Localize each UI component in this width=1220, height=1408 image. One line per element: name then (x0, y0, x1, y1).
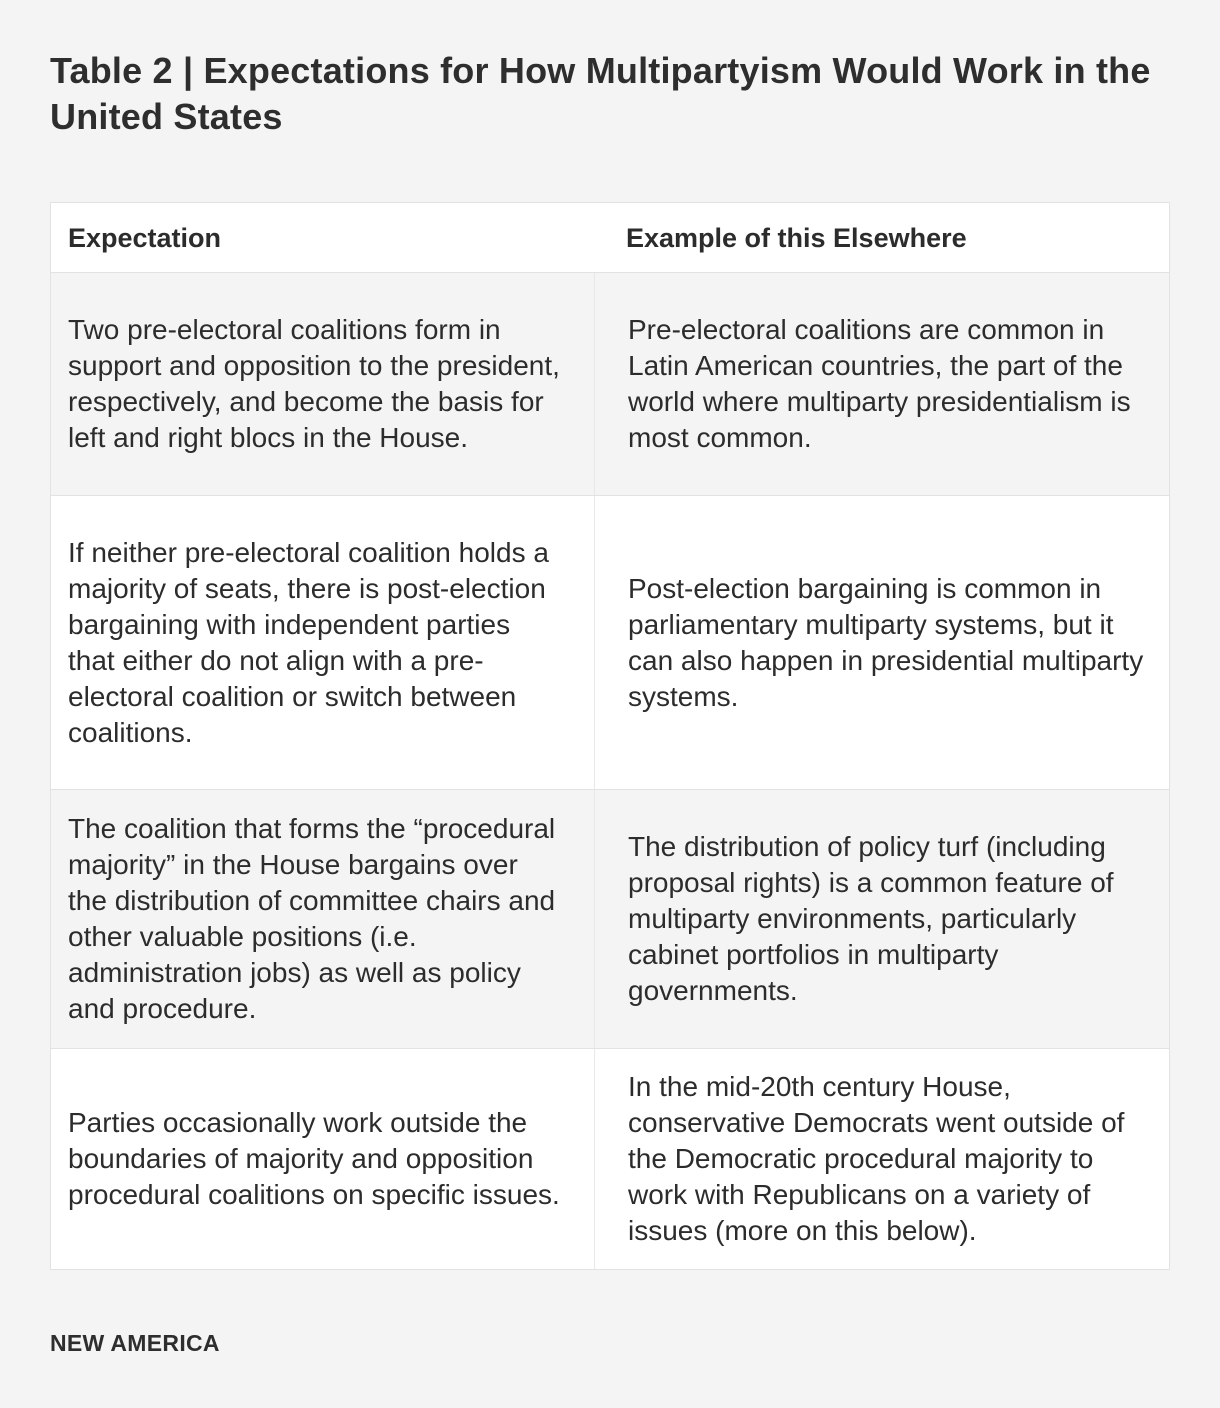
example-cell: The distribution of policy turf (including proposal rights) is a common feature of multiparty environments, particularly cabinet portfolios in multiparty governments. (628, 831, 1114, 1006)
table-row (51, 789, 1169, 1048)
example-cell: Post-election bargaining is common in parliamentary multiparty systems, but it can also happen in presidential multiparty systems. (628, 572, 1144, 712)
example-cell: In the mid-20th century House, conservative Democrats went outside of the Democratic procedural majority to work with Republicans on a variety of issues (more on this below). (628, 1071, 1125, 1246)
table-title: Table 2 | Expectations for How Multipartyism Would Work in the United States (50, 50, 1151, 137)
column-header-example: Example of this Elsewhere (626, 222, 967, 253)
table-header-row (51, 203, 1169, 272)
expectation-cell: Two pre-electoral coalitions form in support and opposition to the president, respectively, and become the basis for left and right blocs in the House. (51, 273, 595, 495)
new-america-logo: NEW AMERICA (50, 1330, 220, 1356)
expectation-cell: If neither pre-electoral coalition holds a majority of seats, there is post-election bargaining with independent parties that either do not align with a pre-electoral coalition or switch between coalitions. (51, 496, 595, 789)
table-row (51, 1048, 1169, 1269)
expectation-cell: Parties occasionally work outside the boundaries of majority and opposition procedural coalitions on specific issues. (51, 1049, 595, 1269)
column-header-expectation: Expectation (68, 222, 222, 253)
expectations-table (50, 202, 1170, 1270)
table-row (51, 272, 1169, 495)
table-row (51, 495, 1169, 789)
expectation-cell: The coalition that forms the “procedural majority” in the House bargains over the distribution of committee chairs and other valuable positions (i.e. administration jobs) as well as policy and procedure. (51, 790, 595, 1048)
example-cell: Pre-electoral coalitions are common in Latin American countries, the part of the world where multiparty presidentialism is most common. (628, 314, 1131, 453)
